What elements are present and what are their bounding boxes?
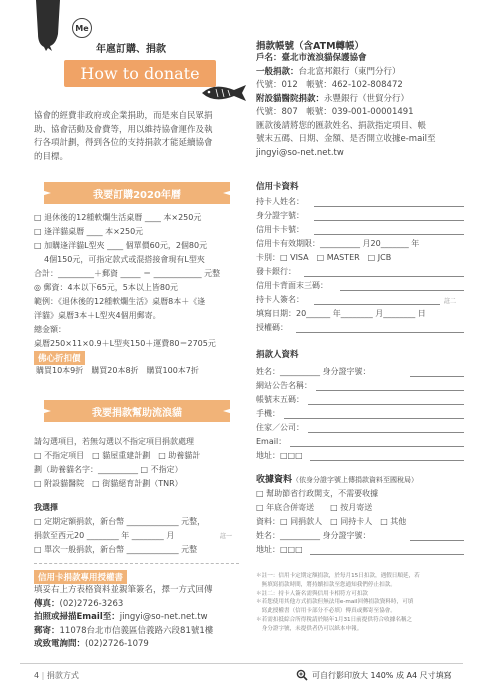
calendar-line[interactable]: □ 退休後的12種軟爛生活桌曆 ____ 本×250元 [34,213,202,222]
credit-auth-tag: 信用卡捐款專用授權書 [34,570,127,584]
account-line: 附設貓醫院捐款：永豐銀行（世貿分行） [256,93,410,104]
card-field[interactable]: 持卡人簽名： [256,295,304,304]
account-block [256,52,466,160]
receipt-field[interactable]: 地址：□□□ [256,545,303,554]
card-type-field[interactable]: 卡別：□ VISA □ MASTER □ JCB [256,253,392,262]
donor-field[interactable]: 手機： [256,409,280,418]
intro-line: 助、協會活動及會費等，用以維持協會運作及執 [34,124,213,135]
fax-line: 郵寄：11078台北市信義區信義路六段81號1樓 [34,625,214,636]
donate-option-line[interactable]: □ 不指定項目 □ 貓屋重建計劃 □ 助養貓計 [34,451,201,460]
donor-underline [290,446,464,447]
card-field[interactable]: 信用卡背面末三碼： [256,281,328,290]
donor-underline [284,418,464,419]
note-line: 無填寫捐款時間，將持續扣款至您通知我們停止扣款。 [256,581,396,588]
card-underline [314,234,464,235]
calendar-example-line: 桌曆250×11×0.9＋L型夾150＋運費80＝2705元 [34,339,216,348]
card-field[interactable]: 身分證字號： [256,211,304,220]
receipt-title-row: 收據資料（依身分證字號上傳捐款資料至國稅局） [256,475,419,485]
notes-block [256,572,468,634]
card-underline [340,290,464,291]
card-underline [296,332,464,333]
choose-line[interactable]: 捐款至西元20 ________ 年 ________ 月 [34,531,175,540]
fish-icon [200,82,250,104]
calendar-line[interactable]: □ 逢洋貓桌曆 ____ 本×250元 [34,227,144,236]
donate-heading-bar [44,400,230,422]
donate-line: 請勾選項目，若無勾選以不指定項目捐款處理 [34,437,194,446]
calendar-example-line: 洋貓》桌曆3本＋L型夾4個用郵寄。 [34,311,161,320]
receipt-option[interactable]: □ 幫助節省行政開支，不需要收據 [256,489,379,498]
account-line: jingyi@so-net.net.tw [256,147,344,158]
intro-paragraph [34,110,239,164]
receipt-field[interactable]: 姓名：__________ 身分證字號： [256,531,371,540]
calendar-heading: 我要訂購2020年曆 [93,189,181,201]
note-line: 身分證字號，未提供者仍可以紙本申報。 [256,625,363,632]
account-line: 戶名：臺北市流浪貓保護協會 [256,53,367,63]
cat-paw-icon [30,0,66,52]
card-field[interactable]: 授權碼： [256,323,288,332]
sign-note: 註二 [444,298,457,305]
me-badge: Me [72,18,92,38]
receipt-underline [310,554,464,555]
how-to-donate-banner: How to donate [64,60,216,87]
donor-field[interactable]: Email： [256,437,287,446]
donate-heading: 我要捐款幫助流浪貓 [92,407,182,419]
account-heading: 捐款帳號（含ATM轉帳） [256,41,365,52]
receipt-underline [410,540,464,541]
donor-underline [308,432,464,433]
donate-option-line[interactable]: □ 附設貓醫院 □ 街貓絕育計劃（TNR） [34,479,183,488]
note-line: ＊註二：持卡人簽名需與信用卡相符方可扣款 [256,590,368,597]
donor-underline [308,404,464,405]
donor-underline [410,376,464,377]
choose-title: 我選擇 [34,503,58,512]
calendar-heading-bar [44,182,230,204]
enlarge-note: 可自行影印放大 140% 成 A4 尺寸填寫 [312,671,452,680]
donor-field[interactable]: 帳號末五碼： [256,395,304,404]
card-underline [314,220,464,221]
note-line: ＊若您使用其他方式捐款但無法用e-mail回傳捐款資料時，可填 [256,599,414,606]
card-field[interactable]: 發卡銀行： [256,267,296,276]
card-field[interactable]: 填寫日期：20______ 年________ 月________ 日 [256,309,426,318]
intro-line: 行各項計劃，得到各位的支持捐款才能延續協會 [34,138,213,148]
account-line: 一般捐款：台北富邦銀行（東門分行） [256,66,401,77]
fax-line: 填妥右上方表格資料並親筆簽名，擇一方式回傳 [34,585,213,595]
card-underline [314,304,440,305]
fax-line: 傳真：(02)2726-3263 [34,598,124,609]
card-field[interactable]: 信用卡有效期限：__________ 月20_______ 年 [256,239,420,248]
account-line: 代號：807 帳號：039-001-00001491 [256,107,414,117]
intro-line: 的目標。 [34,151,69,162]
calendar-line: 4個150元，可指定款式或混搭接會現有L型夾 [44,255,205,264]
fax-line: 或致電詢問：(02)2726-1079 [34,639,149,649]
choose-line[interactable]: □ 單次一般捐款，新台幣 _____________ 元整 [34,545,198,554]
donate-option-line[interactable]: 劃（助養貓名字：__________ □ 不指定） [34,465,183,474]
card-underline [314,206,464,207]
calendar-total-line[interactable]: 合計：_________＋郵資 _____ ＝ ____________ 元整 [34,269,221,278]
calendar-example-line: 範例：《退休後的12種軟爛生活》桌曆8本＋《逢 [34,297,206,306]
section-name: 捐款方式 [46,671,79,680]
note-line: ＊若需扣抵綜合所得稅請於隔年1月31日前提供符合收據名稱之 [256,616,413,623]
choose-line[interactable]: □ 定期定額捐款，新台幣 _____________ 元整， [34,517,206,526]
note-line: ＊註一：信用卡定期定額捐款，於每月15日扣款，遇假日順延，若 [256,573,420,579]
receipt-option[interactable]: □ 年底合併寄送 □ 按月寄送 [256,503,373,512]
footer-page: 4 | 捐款方式 [34,671,79,680]
calendar-line[interactable]: □ 加購逢洋貓L型夾 ____ 個單價60元，2個80元 [34,241,208,250]
donor-form-title: 捐款人資料 [256,350,299,360]
account-line: 號末五碼、日期、金額、是否開立收據e-mail至 [256,134,436,144]
discount-line: 購買10本9折 購買20本8折 購買100本7折 [36,366,199,375]
account-line: 代號：012 帳號：462-102-808472 [256,80,403,90]
card-field[interactable]: 持卡人姓名： [256,197,304,206]
donor-field[interactable]: 住家／公司： [256,423,304,432]
calendar-example-line: 總金額： [34,325,66,334]
intro-line: 協會的經費非政府或企業捐助，而是來自民眾捐 [34,111,213,121]
divider [34,563,239,564]
magnifier-icon [296,669,308,681]
receipt-option[interactable]: 資料：□ 同捐款人 □ 同持卡人 □ 其他 [256,517,407,526]
note-line: 寫此授權書（信用卡部分不必填）傳真或郵寄至協會。 [256,608,396,615]
account-line: 匯款後請將您的匯款姓名、捐款指定項目、帳 [256,120,427,131]
donor-field[interactable]: 姓名：__________ 身分證字號： [256,367,371,376]
card-field[interactable]: 信用卡卡號： [256,225,304,234]
donor-underline [316,390,464,391]
donor-field[interactable]: 地址：□□□ [256,451,303,460]
footer-rule [20,663,463,664]
card-form-title: 信用卡資料 [256,182,299,192]
page-title: 年扈訂購、捐款 [96,44,166,55]
card-underline [304,276,464,277]
credit-fax-block [34,584,244,652]
choose-note: 註一 [220,533,233,540]
fax-line: 拍照或掃描Email至：jingyi@so-net.net.tw [34,612,208,622]
page-number: 4 [34,671,40,680]
donor-field[interactable]: 網站公告名稱： [256,381,312,390]
donor-underline [310,460,464,461]
discount-tag: 佛心折扣價 [34,351,85,365]
calendar-postage-line: ◎ 郵資：4本以下65元，5本以上皆80元 [34,283,179,292]
